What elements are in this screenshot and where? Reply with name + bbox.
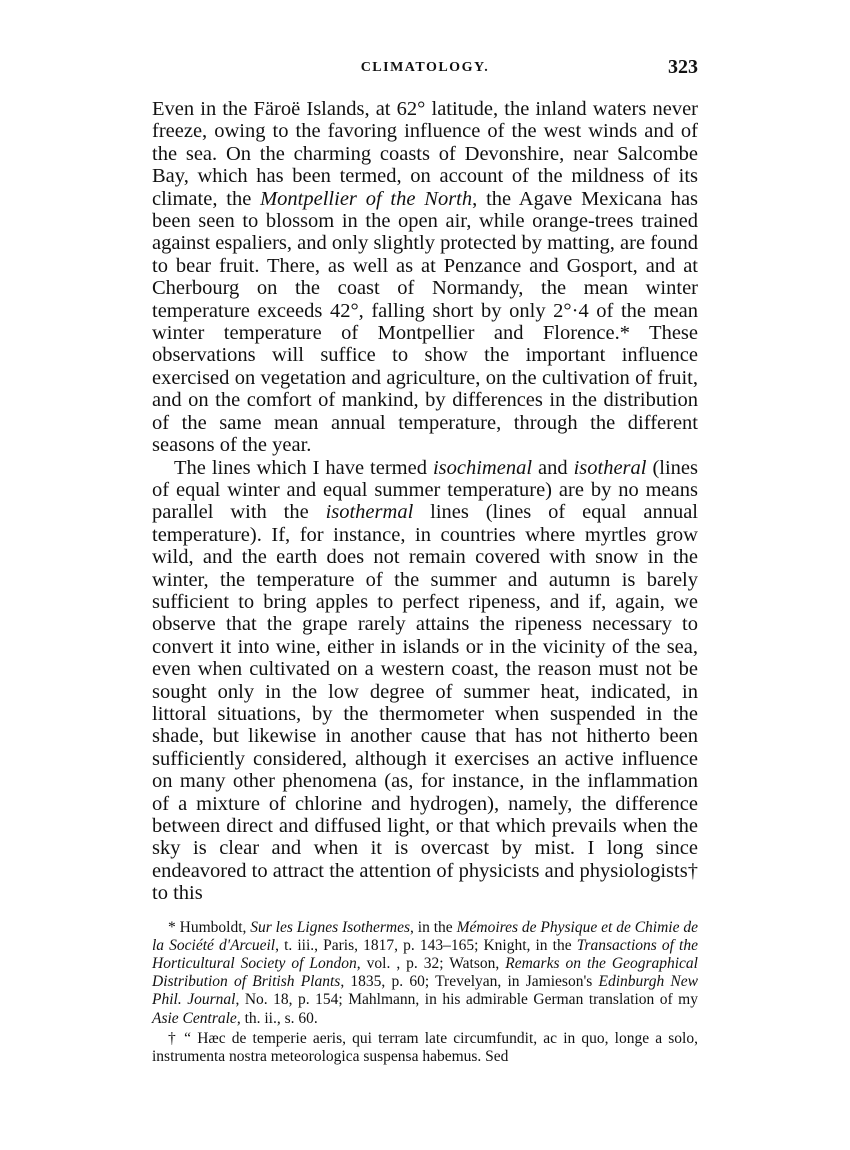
footnote-italic-run: Remarks on the Geographical Distribution of British Plants	[152, 955, 698, 991]
footnotes	[152, 919, 698, 1067]
footnote-dagger	[152, 1030, 698, 1066]
paragraph-italic-run: Montpellier of the North	[260, 187, 473, 210]
page-number: 323	[668, 56, 698, 78]
paragraph-italic-run: isothermal	[325, 501, 414, 524]
page-header	[152, 58, 698, 86]
paragraph-text-run: Even in the Färoë Islands, at 62° latitude, the inland waters never freeze, owing to the favoring influence of the west winds and of the sea. On the charming coasts of Devonshire, near Salcombe Bay, which has been termed, on account of the mildness of its climate, the	[152, 98, 698, 210]
footnote-text-run: , vol. , p. 32; Watson,	[356, 955, 506, 973]
paragraph-text-run: , the Agave Mexicana has been seen to blossom in the open air, while orange-trees trained against espaliers, and only slightly protected by matting, are found to bear fruit. There, as well as at Penzance and Gosport, and at Cherbourg on the coast of Normandy, the mean winter temperature exceeds 42°, falling short by only 2°·4 of the mean winter temperature of Montpellier and Florence.* These observations will suffice to show the important influence exercised on vegetation and agriculture, on the cultivation of fruit, and on the comfort of mankind, by differences in the distribution of the same mean annual temperature, through the different seasons of the year.	[152, 187, 699, 457]
footnote-text-run: † “ Hæc de temperie aeris, qui terram late circumfundit, ac in quo, longe a solo, instrumenta nostra meteorologica suspensa habemus. Sed	[152, 1029, 698, 1066]
paragraph-italic-run: isochimenal	[432, 456, 533, 479]
paragraph-text-run: The lines which I have termed	[174, 456, 433, 479]
paragraph-text-run: lines (lines of equal annual temperature). If, for instance, in countries where myrtles grow wild, and the earth does not remain covered with snow in the winter, the temperature of the summer and autumn is barely sufficient to bring apples to perfect ripeness, and if, again, we observe that the grape rarely attains the ripeness necessary to convert it into wine, either in islands or in the vicinity of the sea, even when cultivated on a western coast, the reason must not be sought only in the low degree of summer heat, indicated, in littoral situations, by the thermometer when suspended in the shade, but likewise in another cause that has not hitherto been sufficiently considered, although it exercises an active influence on many other phenomena (as, for instance, in the inflammation of a mixture of chlorine and hydrogen), namely, the difference between direct and diffused light, or that which prevails when the sky is clear and when it is overcast by mist. I long since endeavored to attract the attention of physicists and physiologists† to this	[152, 501, 698, 905]
footnote-text-run: , 1835, p. 60; Trevelyan, in Jamieson's	[340, 973, 599, 991]
footnote-text-run: , t. iii., Paris, 1817, p. 143–165; Knight, in the	[275, 936, 577, 954]
footnote-asterisk	[152, 919, 698, 1028]
footnote-italic-run: Transactions of the Horticultural Society of London	[152, 936, 698, 973]
footnote-text-run: , th. ii., s. 60.	[236, 1009, 318, 1027]
paragraph-1	[152, 98, 698, 457]
running-head: CLIMATOLOGY.	[360, 60, 490, 75]
paragraph-text-run: and	[532, 456, 574, 479]
footnote-text-run: , No. 18, p. 154; Mahlmann, in his admirable German translation of my	[235, 991, 698, 1009]
book-page	[152, 58, 698, 1066]
footnote-text-run: * Humboldt,	[168, 918, 251, 936]
paragraph-italic-run: isotheral	[573, 456, 647, 479]
footnote-italic-run: Asie Centrale	[152, 1009, 237, 1027]
paragraph-text-run: (lines of equal winter and equal summer temperature) are by no means parallel with the	[152, 456, 698, 524]
footnote-italic-run: Sur les Lignes Isothermes	[250, 918, 411, 936]
footnote-text-run: , in the	[410, 918, 457, 936]
footnote-italic-run: Edinburgh New Phil. Journal	[152, 973, 698, 1009]
footnote-italic-run: Mémoires de Physique et de Chimie de la Société d'Arcueil	[152, 918, 698, 954]
body-text	[152, 98, 698, 905]
paragraph-2	[152, 457, 698, 905]
